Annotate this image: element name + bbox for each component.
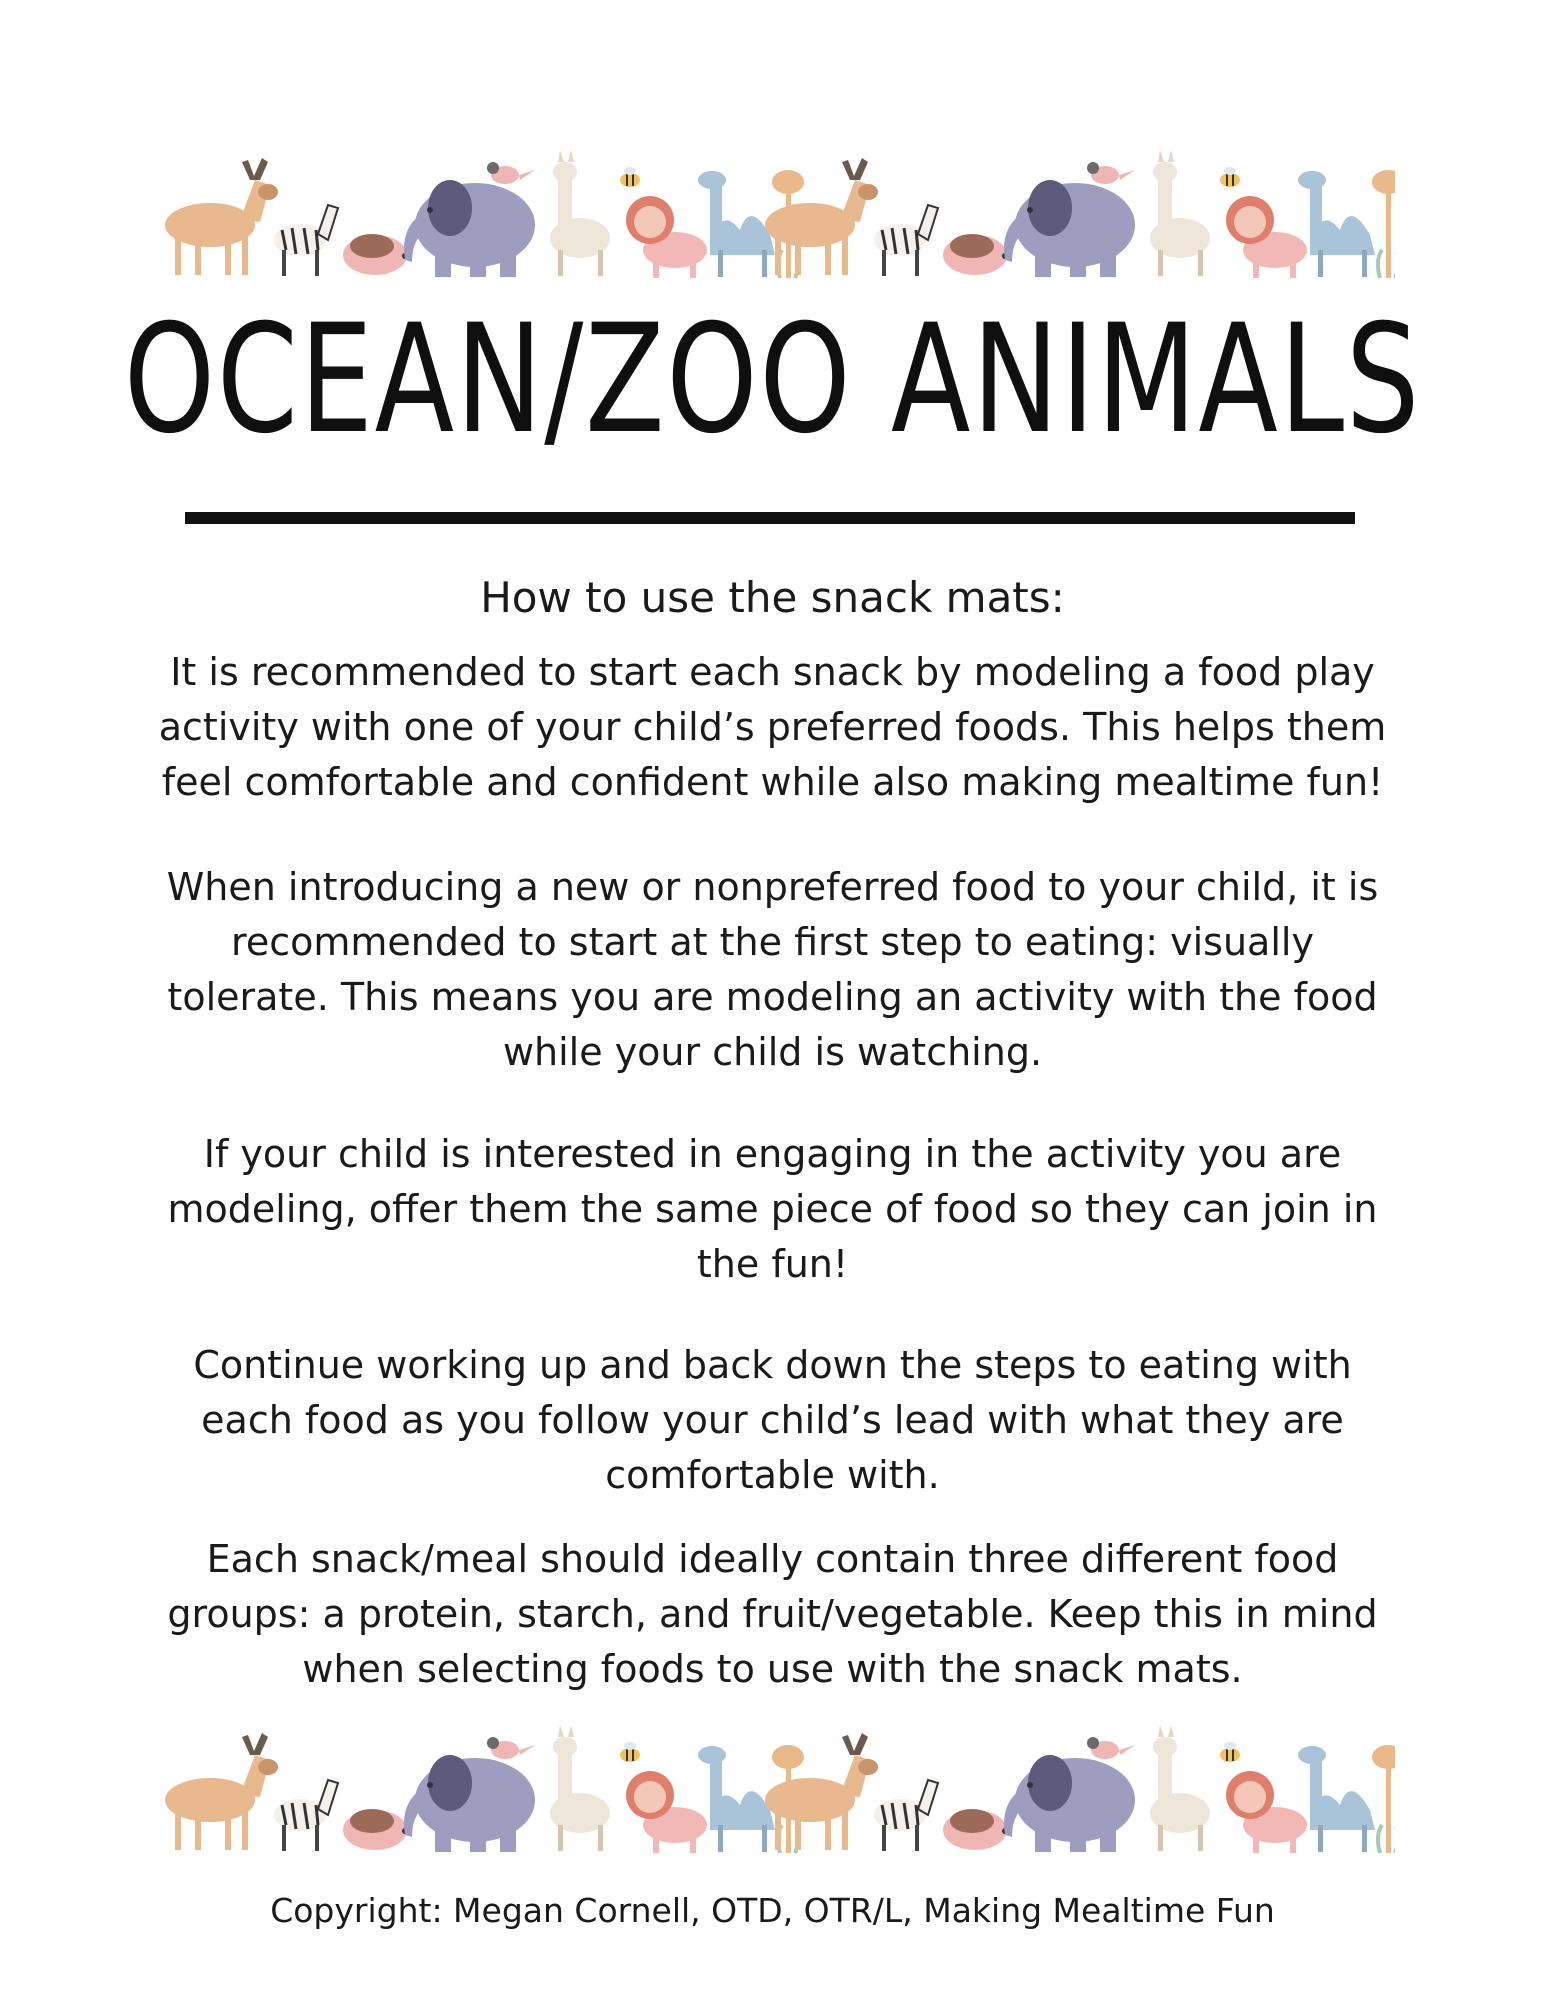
hedgehog-icon: [343, 234, 408, 275]
llama-icon: [550, 150, 610, 276]
instruction-paragraph: When introducing a new or nonpreferred food to your child, it is recommended to start at the first step to eating: visually tolerate. This means you are modeling an activity with the food while your child is watching.: [166, 865, 1379, 1074]
copyright-notice: Copyright: Megan Cornell, OTD, OTR/L, Making Mealtime Fun: [270, 1891, 1275, 1930]
instruction-paragraph: If your child is interested in engaging in the activity you are modeling, offer them the same piece of food so they can join in the fun!: [167, 1132, 1378, 1286]
animal-border-top: [150, 150, 1395, 280]
instruction-paragraph: Continue working up and back down the steps to eating with each food as you follow your child’s lead with what they are comfortable with.: [193, 1343, 1352, 1497]
instruction-paragraph: Each snack/meal should ideally contain three different food groups: a protein, starch, and fruit/vegetable. Keep this in mind when selecting foods to use with the snack mats.: [167, 1537, 1378, 1691]
instructions-heading: How to use the snack mats:: [480, 573, 1065, 622]
lion-icon: [626, 196, 707, 278]
animal-border-illustration: [150, 1725, 1395, 1855]
camel-icon: [698, 171, 775, 277]
animal-border-illustration: [150, 150, 1395, 280]
elephant-icon: [404, 180, 535, 277]
bee-icon: [620, 167, 640, 187]
instruction-paragraph: It is recommended to start each snack by modeling a food play activity with one of your child’s preferred foods. This helps them feel comfortable and confident while also making mealtime fun!: [158, 650, 1387, 804]
animal-border-bottom: [150, 1725, 1395, 1855]
zebra-icon: [274, 205, 338, 276]
moose-icon: [165, 158, 278, 275]
bird-icon: [487, 162, 535, 184]
page-title: OCEAN/ZOO ANIMALS: [123, 293, 1422, 467]
title-divider: [185, 512, 1355, 524]
